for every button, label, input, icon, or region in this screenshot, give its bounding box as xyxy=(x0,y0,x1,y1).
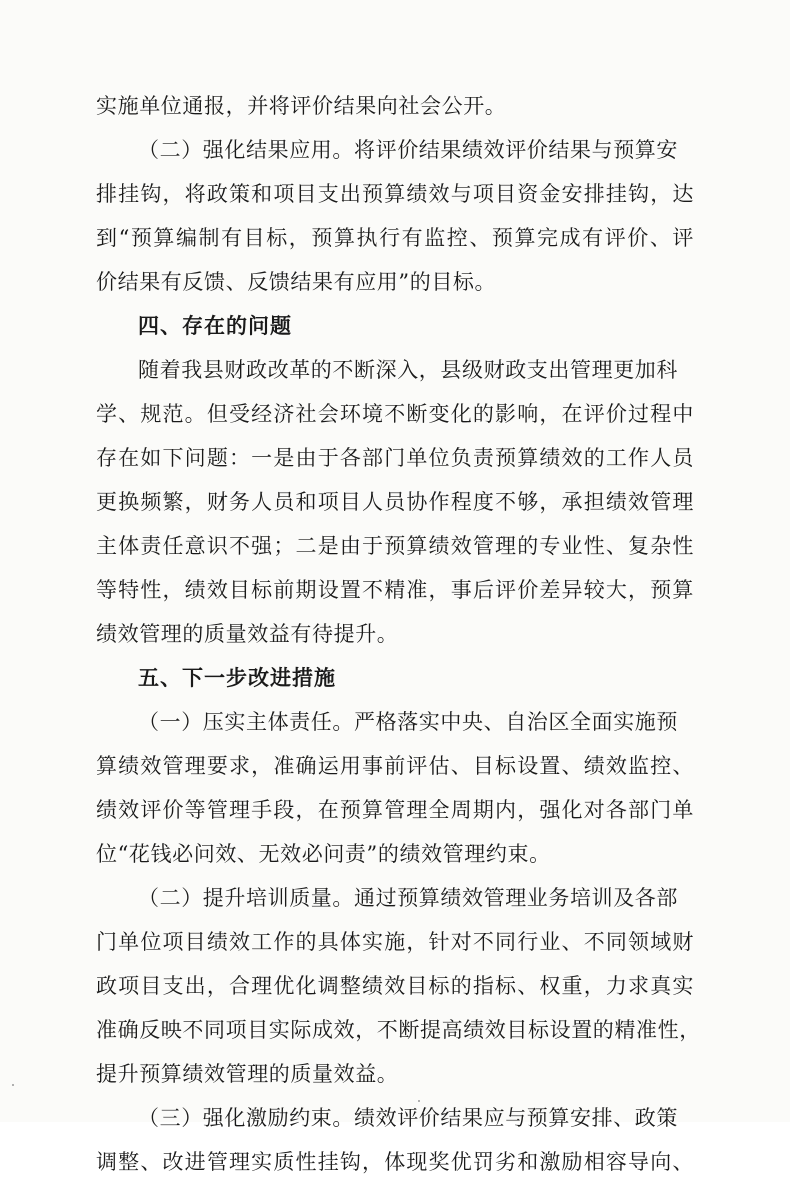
document-body xyxy=(96,84,701,1184)
paragraph-line: 准确反映不同项目实际成效，不断提高绩效目标设置的精准性， xyxy=(96,1018,701,1042)
paragraph-line: （三）强化激励约束。绩效评价结果应与预算安排、政策 xyxy=(138,1106,678,1130)
section-heading: 四、存在的问题 xyxy=(138,314,292,338)
scan-speck xyxy=(12,1084,14,1086)
paragraph-line: 调整、改进管理实质性挂钩，体现奖优罚劣和激励相容导向、 xyxy=(96,1150,694,1174)
section-heading: 五、下一步改进措施 xyxy=(138,666,336,690)
paragraph-line: （二）提升培训质量。通过预算绩效管理业务培训及各部 xyxy=(138,886,678,910)
paragraph-line: 绩效管理的质量效益有待提升。 xyxy=(96,622,399,646)
paragraph-line: 实施单位通报，并将评价结果向社会公开。 xyxy=(96,94,507,118)
paragraph-line: （二）强化结果应用。将评价结果绩效评价结果与预算安 xyxy=(138,138,678,162)
paragraph-line: 更换频繁，财务人员和项目人员协作程度不够，承担绩效管理 xyxy=(96,490,694,514)
paragraph-line: 排挂钩，将政策和项目支出预算绩效与项目资金安排挂钩，达 xyxy=(96,182,694,206)
paragraph-line: 到“预算编制有目标，预算执行有监控、预算完成有评价、评 xyxy=(96,226,694,250)
paragraph-line: 随着我县财政改革的不断深入，县级财政支出管理更加科 xyxy=(138,358,678,382)
paragraph-line: 算绩效管理要求，准确运用事前评估、目标设置、绩效监控、 xyxy=(96,754,694,778)
paragraph-line: 学、规范。但受经济社会环境不断变化的影响，在评价过程中 xyxy=(96,402,694,426)
scan-speck xyxy=(418,1100,420,1102)
paragraph-line: 绩效评价等管理手段，在预算管理全周期内，强化对各部门单 xyxy=(96,798,694,822)
paragraph-line: （一）压实主体责任。严格落实中央、自治区全面实施预 xyxy=(138,710,678,734)
paragraph-line: 政项目支出，合理优化调整绩效目标的指标、权重，力求真实 xyxy=(96,974,694,998)
paragraph-line: 存在如下问题：一是由于各部门单位负责预算绩效的工作人员 xyxy=(96,446,694,470)
paragraph-line: 主体责任意识不强；二是由于预算绩效管理的专业性、复杂性 xyxy=(96,534,694,558)
paragraph-line: 门单位项目绩效工作的具体实施，针对不同行业、不同领域财 xyxy=(96,930,694,954)
paragraph-line: 位“花钱必问效、无效必问责”的绩效管理约束。 xyxy=(96,842,551,866)
paragraph-line: 等特性，绩效目标前期设置不精准，事后评价差异较大，预算 xyxy=(96,578,694,602)
paragraph-line: 提升预算绩效管理的质量效益。 xyxy=(96,1062,399,1086)
paragraph-line: 价结果有反馈、反馈结果有应用”的目标。 xyxy=(96,270,497,294)
